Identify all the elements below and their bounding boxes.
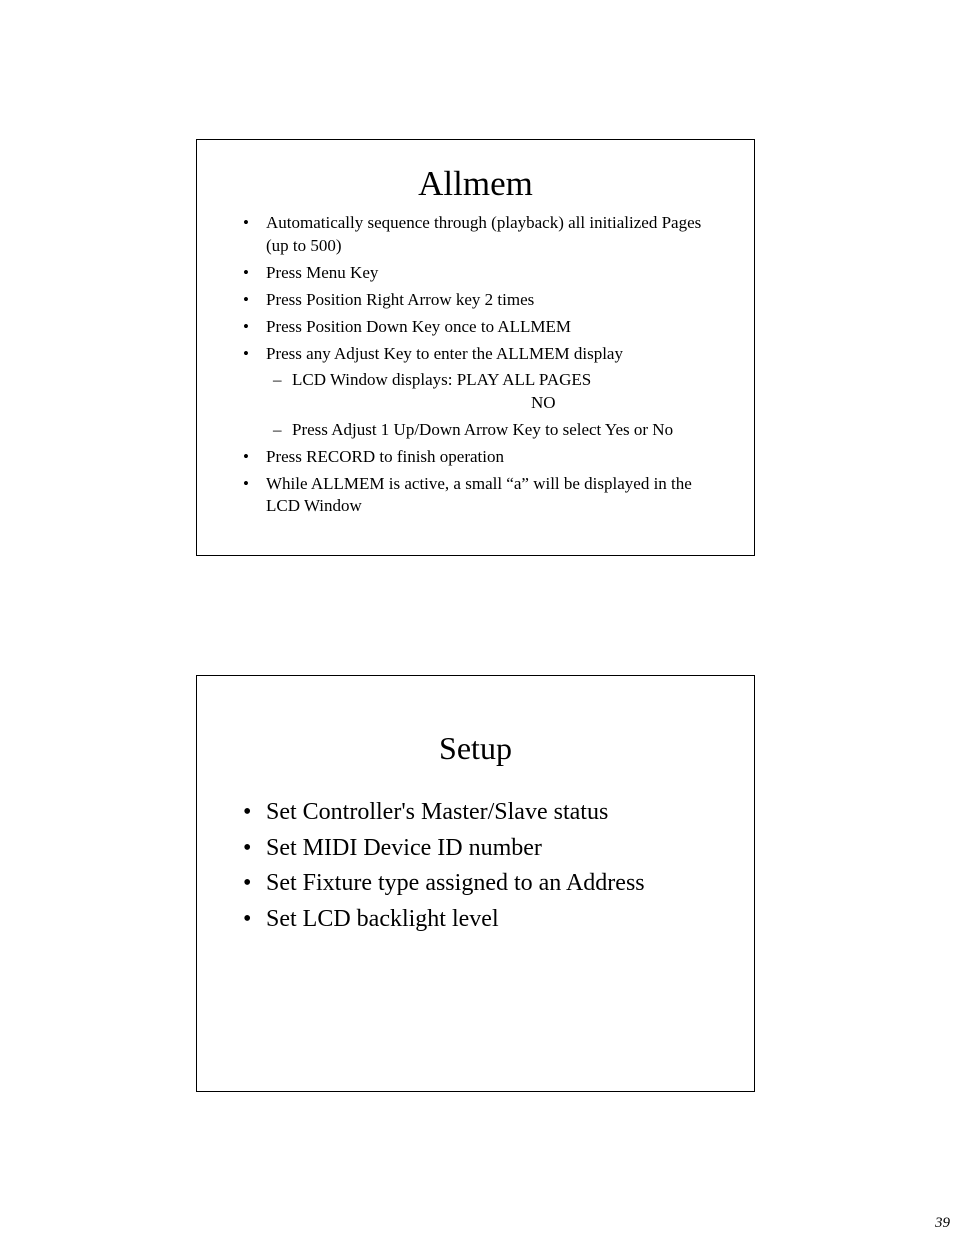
lcd-display-text: – LCD Window displays: PLAY ALL PAGES <box>292 370 592 389</box>
bullet-list <box>243 798 723 941</box>
bullet-item: • Set MIDI Device ID number <box>243 834 723 863</box>
bullet-item: • Set LCD backlight level <box>243 905 723 934</box>
slide-title: Setup <box>439 730 512 766</box>
bullet-list <box>243 212 713 522</box>
slide-setup <box>196 675 755 1092</box>
bullet-item: • Automatically sequence through (playback) all initialized Pages (up to 500) <box>243 212 713 257</box>
bullet-item: • While ALLMEM is active, a small “a” will be displayed in the LCD Window <box>243 473 713 518</box>
bullet-item: • Press Position Right Arrow key 2 times <box>243 289 713 312</box>
bullet-text: Press any Adjust Key to enter the ALLMEM display <box>266 343 623 363</box>
bullet-item <box>243 343 713 442</box>
bullet-item: • Set Controller's Master/Slave status <box>243 798 723 827</box>
bullet-item: • Set Fixture type assigned to an Address <box>243 869 723 898</box>
sub-bullet-item: – Press Adjust 1 Up/Down Arrow Key to select Yes or No <box>267 419 713 442</box>
bullet-item: • Press Menu Key <box>243 262 713 285</box>
bullet-item: • Press Position Down Key once to ALLMEM <box>243 316 713 339</box>
slide-allmem <box>196 139 755 556</box>
bullet-item: • Press RECORD to finish operation <box>243 446 713 469</box>
sub-bullet-list <box>266 369 713 441</box>
lcd-display-value: NO <box>531 392 556 412</box>
page-number: 39 <box>935 1215 950 1231</box>
sub-bullet-item <box>267 369 713 414</box>
slide-title: Allmem <box>418 164 533 203</box>
